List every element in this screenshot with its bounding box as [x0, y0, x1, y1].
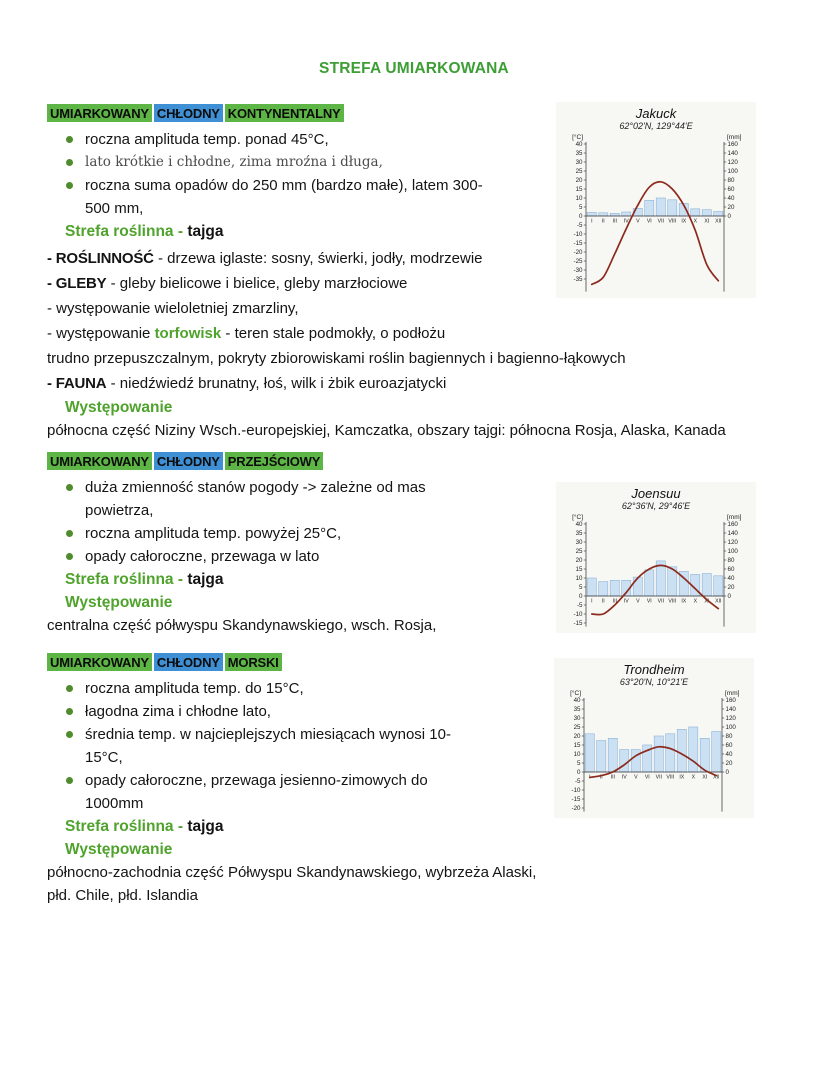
svg-text:20: 20	[575, 557, 583, 565]
feature-zmarzlina: - występowanie wieloletniej zmarzliny,	[47, 300, 299, 317]
strefa-roslinna-value: tajga	[187, 571, 224, 588]
feature-text: - gleby bielicowe i bielice, gleby marzłociowe	[106, 275, 408, 292]
bullet-item: roczna amplituda temp. powyżej 25°C,	[85, 522, 487, 545]
svg-text:30: 30	[575, 539, 583, 547]
svg-text:-5: -5	[576, 222, 583, 230]
svg-text:III: III	[612, 598, 617, 605]
svg-text:10: 10	[573, 751, 581, 759]
svg-text:[mm]: [mm]	[727, 514, 742, 521]
header-highlight-green: UMIARKOWANY	[47, 653, 152, 671]
chart-coordinates: 62°36'N, 29°46'E	[621, 501, 691, 511]
svg-text:-20: -20	[571, 805, 581, 813]
svg-text:40: 40	[575, 141, 583, 149]
feature-text: - drzewa iglaste: sosny, świerki, jodły, modrzewie	[153, 250, 483, 267]
climograph-trondheim	[554, 658, 754, 818]
svg-text:IV: IV	[621, 774, 627, 781]
svg-text:I: I	[591, 218, 593, 225]
svg-text:II: II	[601, 218, 605, 225]
svg-text:-5: -5	[574, 778, 581, 786]
svg-text:140: 140	[725, 706, 736, 714]
occurrence-text: północno-zachodnia część Półwyspu Skandynawskiego, wybrzeża Alaski, płd. Chile, płd. Islandia	[47, 864, 537, 904]
page-title: STREFA UMIARKOWANA	[319, 60, 509, 77]
svg-text:II: II	[599, 774, 603, 781]
svg-text:VI: VI	[644, 774, 650, 781]
strefa-roslinna-label: Strefa roślinna -	[65, 818, 183, 835]
svg-text:IX: IX	[679, 774, 685, 781]
svg-text:XI: XI	[702, 774, 708, 781]
header-highlight-blue: CHŁODNY	[154, 104, 223, 122]
svg-text:80: 80	[727, 177, 735, 185]
bullet-list	[47, 128, 487, 220]
svg-text:120: 120	[727, 159, 738, 167]
svg-text:20: 20	[575, 177, 583, 185]
svg-text:5: 5	[579, 204, 583, 212]
strefa-roslinna-line	[65, 818, 828, 836]
svg-text:25: 25	[575, 548, 583, 556]
occurrence-text: północna część Niziny Wsch.-europejskiej, Kamczatka, obszary tajgi: północna Rosja, Alaska, Kanada	[47, 422, 726, 439]
svg-text:5: 5	[577, 760, 581, 768]
feature-text: - teren stale podmokły, o podłożu	[221, 325, 446, 342]
svg-text:X: X	[693, 218, 698, 225]
bullet-item: łagodna zima i chłodne lato,	[85, 700, 487, 723]
bullet-item: opady całoroczne, przewaga jesienno-zimowych do 1000mm	[85, 769, 487, 815]
svg-text:[°C]: [°C]	[572, 514, 583, 521]
feature-text: - niedźwiedź brunatny, łoś, wilk i żbik euroazjatycki	[106, 375, 447, 392]
svg-text:20: 20	[727, 204, 735, 212]
bullet-item: opady całoroczne, przewaga w lato	[85, 545, 487, 568]
svg-text:-30: -30	[573, 267, 583, 275]
svg-text:30: 30	[573, 715, 581, 723]
feature-term: - GLEBY	[47, 275, 107, 292]
feature-term: - FAUNA	[47, 375, 107, 392]
svg-text:-20: -20	[573, 249, 583, 257]
svg-text:III: III	[612, 218, 617, 225]
strefa-roslinna-value: tajga	[187, 818, 224, 835]
svg-text:VI: VI	[646, 218, 652, 225]
svg-text:15: 15	[575, 566, 583, 574]
svg-text:IX: IX	[681, 598, 687, 605]
svg-text:-5: -5	[576, 602, 583, 610]
svg-text:I: I	[589, 774, 591, 781]
svg-text:40: 40	[725, 751, 733, 759]
header-highlight-blue: CHŁODNY	[154, 452, 223, 470]
occurrence-heading: Występowanie	[65, 841, 173, 858]
svg-text:-10: -10	[573, 611, 583, 619]
chart-title: Jakuck	[635, 106, 677, 121]
svg-text:-10: -10	[573, 231, 583, 239]
svg-text:10: 10	[575, 195, 583, 203]
feature-gleby	[47, 271, 552, 296]
header-highlight-green: KONTYNENTALNY	[225, 104, 344, 122]
svg-text:15: 15	[575, 186, 583, 194]
svg-text:I: I	[591, 598, 593, 605]
svg-text:40: 40	[575, 521, 583, 529]
feature-torfowiska-cont: trudno przepuszczalnym, pokryty zbiorowiskami roślin bagiennych i bagienno-łąkowych	[47, 350, 626, 367]
bullet-item: roczna amplituda temp. ponad 45°C,	[85, 128, 487, 151]
climograph-plot	[558, 132, 754, 296]
bullet-list	[47, 476, 487, 568]
svg-text:X: X	[693, 598, 698, 605]
svg-text:[°C]: [°C]	[570, 690, 581, 697]
svg-text:VII: VII	[657, 598, 664, 605]
svg-text:160: 160	[725, 697, 736, 705]
svg-text:80: 80	[725, 733, 733, 741]
occurrence-text: centralna część półwyspu Skandynawskiego, wsch. Rosja,	[47, 617, 437, 634]
svg-text:IX: IX	[681, 218, 687, 225]
climograph-plot	[556, 688, 752, 816]
section-header	[47, 452, 828, 471]
svg-text:-15: -15	[573, 620, 583, 628]
svg-text:15: 15	[573, 742, 581, 750]
feature-term: - ROŚLINNOŚĆ	[47, 250, 154, 267]
header-highlight-green: PRZEJŚCIOWY	[225, 452, 323, 470]
bullet-item: duża zmienność stanów pogody -> zależne od mas powietrza,	[85, 476, 487, 522]
svg-text:120: 120	[725, 715, 736, 723]
svg-text:100: 100	[725, 724, 736, 732]
strefa-roslinna-label: Strefa roślinna -	[65, 571, 183, 588]
bullet-item: roczna suma opadów do 250 mm (bardzo małe), latem 300-500 mm,	[85, 174, 487, 220]
svg-text:0: 0	[577, 769, 581, 777]
svg-text:60: 60	[727, 186, 735, 194]
svg-text:X: X	[691, 774, 696, 781]
climograph-plot	[558, 512, 754, 631]
svg-text:30: 30	[575, 159, 583, 167]
svg-text:100: 100	[727, 168, 738, 176]
chart-title: Joensuu	[631, 486, 681, 501]
svg-text:IV: IV	[623, 598, 629, 605]
bullet-list	[47, 677, 487, 815]
svg-text:-35: -35	[573, 276, 583, 284]
svg-text:20: 20	[727, 584, 735, 592]
feature-torfowiska	[47, 321, 552, 346]
svg-text:40: 40	[727, 195, 735, 203]
svg-text:II: II	[601, 598, 605, 605]
svg-text:25: 25	[573, 724, 581, 732]
svg-text:120: 120	[727, 539, 738, 547]
svg-text:VI: VI	[646, 598, 652, 605]
svg-text:VII: VII	[657, 218, 664, 225]
svg-text:0: 0	[725, 769, 729, 777]
svg-text:V: V	[636, 218, 640, 225]
svg-text:60: 60	[727, 566, 735, 574]
svg-text:80: 80	[727, 557, 735, 565]
svg-text:IV: IV	[623, 218, 629, 225]
svg-text:140: 140	[727, 150, 738, 158]
svg-text:60: 60	[725, 742, 733, 750]
svg-text:0: 0	[727, 213, 731, 221]
svg-text:VIII: VIII	[668, 598, 677, 605]
svg-text:140: 140	[727, 530, 738, 538]
occurrence-heading: Występowanie	[65, 399, 173, 416]
svg-text:XI: XI	[704, 218, 710, 225]
svg-text:V: V	[636, 598, 640, 605]
svg-text:0: 0	[579, 593, 583, 601]
svg-text:0: 0	[579, 213, 583, 221]
svg-text:20: 20	[725, 760, 733, 768]
svg-text:10: 10	[575, 575, 583, 583]
svg-text:20: 20	[573, 733, 581, 741]
header-highlight-green: MORSKI	[225, 653, 282, 671]
climograph-joensuu	[556, 482, 756, 633]
feature-text: - występowanie	[47, 325, 155, 342]
header-highlight-blue: CHŁODNY	[154, 653, 223, 671]
svg-text:XII: XII	[715, 598, 722, 605]
svg-text:-15: -15	[573, 240, 583, 248]
svg-text:VIII: VIII	[666, 774, 675, 781]
occurrence-heading: Występowanie	[65, 594, 173, 611]
svg-text:[mm]: [mm]	[727, 134, 742, 141]
chart-title: Trondheim	[623, 662, 685, 677]
bullet-item: roczna amplituda temp. do 15°C,	[85, 677, 487, 700]
svg-text:0: 0	[727, 593, 731, 601]
svg-text:[°C]: [°C]	[572, 134, 583, 141]
feature-keyword: torfowisk	[154, 325, 222, 342]
svg-text:III: III	[610, 774, 615, 781]
svg-text:160: 160	[727, 141, 738, 149]
svg-text:[mm]: [mm]	[725, 690, 740, 697]
bullet-item: średnia temp. w najcieplejszych miesiącach wynosi 10-15°C,	[85, 723, 487, 769]
svg-text:40: 40	[573, 697, 581, 705]
chart-coordinates: 62°02'N, 129°44'E	[619, 121, 693, 131]
svg-text:35: 35	[573, 706, 581, 714]
svg-text:35: 35	[575, 150, 583, 158]
feature-roslinnosc	[47, 246, 552, 271]
chart-coordinates: 63°20'N, 10°21'E	[619, 677, 689, 687]
svg-text:5: 5	[579, 584, 583, 592]
header-highlight-green: UMIARKOWANY	[47, 452, 152, 470]
strefa-roslinna-value: tajga	[187, 223, 224, 240]
strefa-roslinna-label: Strefa roślinna -	[65, 223, 183, 240]
svg-text:XII: XII	[713, 774, 720, 781]
svg-text:-10: -10	[571, 787, 581, 795]
svg-text:100: 100	[727, 548, 738, 556]
svg-text:40: 40	[727, 575, 735, 583]
svg-text:XI: XI	[704, 598, 710, 605]
svg-text:-15: -15	[571, 796, 581, 804]
svg-text:25: 25	[575, 168, 583, 176]
header-highlight-green: UMIARKOWANY	[47, 104, 152, 122]
svg-text:VIII: VIII	[668, 218, 677, 225]
svg-text:160: 160	[727, 521, 738, 529]
bullet-item: lato krótkie i chłodne, zima mroźna i długa,	[85, 151, 487, 174]
svg-text:V: V	[634, 774, 638, 781]
svg-text:35: 35	[575, 530, 583, 538]
svg-text:VII: VII	[655, 774, 662, 781]
svg-text:-25: -25	[573, 258, 583, 266]
feature-fauna	[47, 371, 552, 396]
svg-text:XII: XII	[715, 218, 722, 225]
climograph-jakuck	[556, 102, 756, 298]
